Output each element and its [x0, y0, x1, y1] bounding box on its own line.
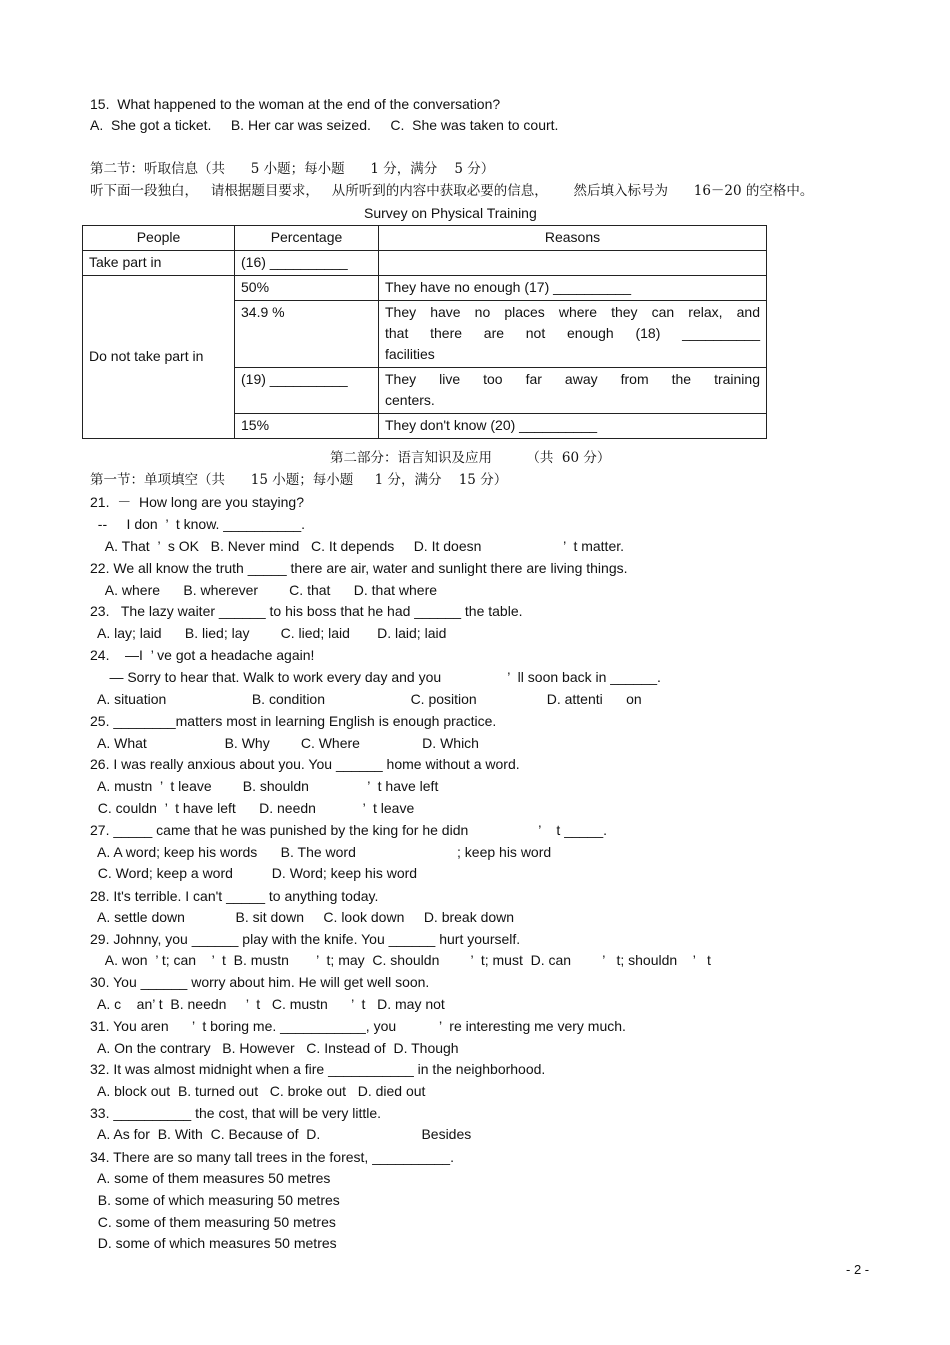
section-instruction: 听下面一段独白， 请根据题目要求， 从所听到的内容中获取必要的信息， 然后填入标号为 16－20 的空格中。 [90, 183, 814, 199]
table-row [83, 251, 767, 276]
table-header-row [83, 226, 767, 251]
question-line: 30. You ______ worry about him. He will get well soon. [90, 974, 430, 990]
cell-reasons [379, 251, 767, 276]
section-heading: 第一节：单项填空（共 15 小题；每小题 1 分，满分 15 分） [90, 472, 508, 488]
question-line: 24. —I ’ ve got a headache again! [90, 647, 315, 663]
header-people: People [83, 226, 235, 251]
question-line: 29. Johnny, you ______ play with the knife. You ______ hurt yourself. [90, 931, 521, 947]
question-line: A. On the contrary B. However C. Instead of D. Though [90, 1040, 459, 1056]
cell-reasons [379, 368, 767, 414]
question-line: 31. You aren ’ t boring me. ___________, you ’ re interesting me very much. [90, 1018, 626, 1034]
question-line: C. some of them measuring 50 metres [90, 1214, 336, 1230]
question-line: D. some of which measures 50 metres [90, 1235, 337, 1251]
cell-reasons [379, 301, 767, 368]
reasons-line: They have no places where they can relax, and [385, 304, 760, 320]
question-line: 27. _____ came that he was punished by the king for he didn ’ t _____. [90, 822, 608, 838]
question-line: 22. We all know the truth _____ there are air, water and sunlight there are living things. [90, 560, 628, 576]
question-line: A. won ’ t; can ’ t B. mustn ’ t; may C. shouldn ’ t; must D. can ’ t; shouldn ’ t [90, 952, 711, 968]
reasons-line: centers. [385, 392, 435, 408]
question-line: A. That ’ s OK B. Never mind C. It depends D. It doesn ’ t matter. [90, 538, 625, 554]
question-line: A. some of them measures 50 metres [90, 1170, 331, 1186]
question-line: — Sorry to hear that. Walk to work every day and you ’ ll soon back in ______. [90, 669, 661, 685]
header-reasons: Reasons [379, 226, 767, 251]
cell-percentage: 50% [235, 276, 379, 301]
question-line: -- I don ’ t know. __________. [90, 516, 306, 532]
question-line: 32. It was almost midnight when a fire ___________ in the neighborhood. [90, 1061, 546, 1077]
question-line: A. c an’ t B. needn ’ t C. mustn ’ t D. may not [90, 996, 445, 1012]
reasons-line: facilities [385, 346, 435, 362]
header-percentage: Percentage [235, 226, 379, 251]
question-options: A. She got a ticket. B. Her car was seized. C. She was taken to court. [90, 117, 559, 133]
question-line: C. couldn ’ t have left D. needn ’ t leave [90, 800, 415, 816]
cell-percentage: (16) __________ [235, 251, 379, 276]
survey-title: Survey on Physical Training [364, 205, 537, 221]
reasons-line: that there are not enough (18) __________ [385, 325, 760, 341]
table-row [83, 276, 767, 301]
question-line: A. where B. wherever C. that D. that where [90, 582, 438, 598]
question-line: 26. I was really anxious about you. You ______ home without a word. [90, 756, 520, 772]
question-line: C. Word; keep a word D. Word; keep his word [90, 865, 418, 881]
cell-reasons: They have no enough (17) __________ [379, 276, 767, 301]
survey-table [82, 225, 767, 439]
question-line: A. block out B. turned out C. broke out D. died out [90, 1083, 426, 1099]
part-heading: 第二部分：语言知识及应用 （共 60 分） [330, 450, 611, 466]
cell-reasons: They don't know (20) __________ [379, 414, 767, 439]
cell-percentage: (19) __________ [235, 368, 379, 414]
question-line: A. lay; laid B. lied; lay C. lied; laid D. laid; laid [90, 625, 447, 641]
question-line: 33. __________ the cost, that will be very little. [90, 1105, 382, 1121]
question-stem: 15. What happened to the woman at the end of the conversation? [90, 96, 501, 112]
question-line: 25. ________matters most in learning English is enough practice. [90, 713, 497, 729]
section-heading: 第二节：听取信息（共 5 小题；每小题 1 分，满分 5 分） [90, 161, 495, 177]
cell-people-not-take-part: Do not take part in [83, 276, 235, 439]
question-line: A. As for B. With C. Because of D. Besides [90, 1126, 472, 1142]
cell-percentage: 15% [235, 414, 379, 439]
question-line: 28. It's terrible. I can't _____ to anything today. [90, 888, 379, 904]
cell-people: Take part in [83, 251, 235, 276]
cell-percentage: 34.9 % [235, 301, 379, 368]
question-line: A. mustn ’ t leave B. shouldn ’ t have left [90, 778, 439, 794]
question-line: 21. － How long are you staying? [90, 494, 305, 510]
question-line: A. A word; keep his words B. The word ; keep his word [90, 844, 552, 860]
question-line: 34. There are so many tall trees in the forest, __________. [90, 1149, 454, 1165]
question-line: A. What B. Why C. Where D. Which [90, 735, 479, 751]
reasons-line: They live too far away from the training [385, 371, 760, 387]
question-line: B. some of which measuring 50 metres [90, 1192, 340, 1208]
question-line: 23. The lazy waiter ______ to his boss that he had ______ the table. [90, 603, 523, 619]
question-line: A. settle down B. sit down C. look down D. break down [90, 909, 515, 925]
page-number: - 2 - [846, 1262, 870, 1277]
question-line: A. situation B. condition C. position D. attenti on [90, 691, 642, 707]
